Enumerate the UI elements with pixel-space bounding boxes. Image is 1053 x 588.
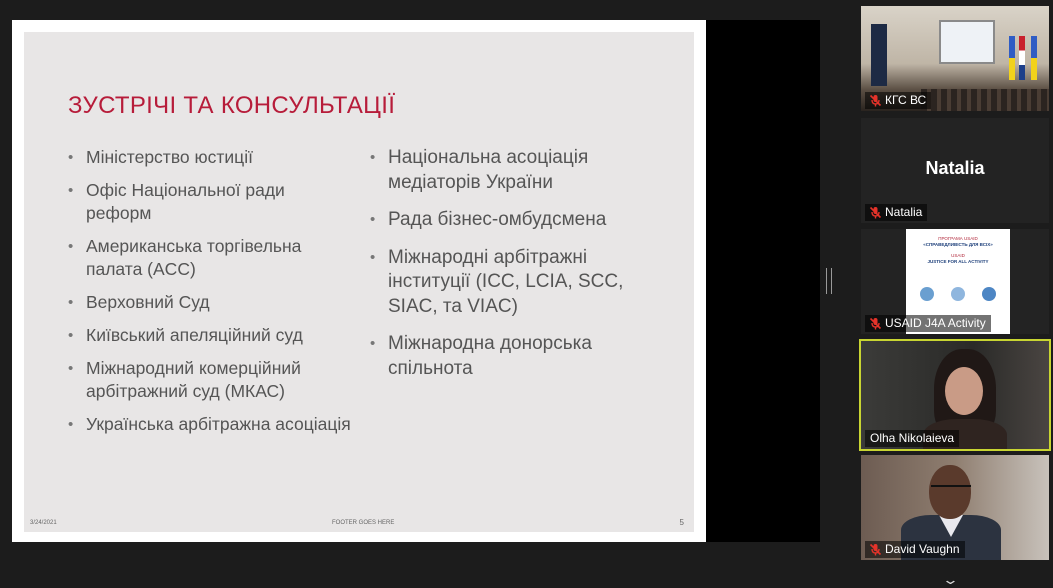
participant-name-tag: David Vaughn	[865, 541, 965, 558]
list-item: • Верховний Суд	[68, 292, 210, 312]
participants-strip	[858, 0, 1053, 585]
list-item: • Американська торгівельна палата (ACC)	[68, 236, 302, 279]
list-item: • Міжнародна донорська спільнота	[370, 333, 592, 379]
bullet-icon: •	[370, 335, 376, 352]
bullet-icon: •	[370, 211, 376, 228]
video-tile-natalia[interactable]	[861, 118, 1049, 223]
slide-footer-date: 3/24/2021	[30, 520, 57, 526]
list-item: • Міністерство юстиції	[68, 147, 253, 167]
people-icon	[951, 287, 965, 301]
video-tile-kgs-vs[interactable]	[861, 6, 1049, 111]
bullet-icon: •	[68, 238, 74, 255]
microphone-muted-icon	[869, 206, 882, 219]
microphone-muted-icon	[869, 543, 882, 556]
video-tile-usaid[interactable]	[861, 229, 1049, 334]
participant-name-tag: USAID J4A Activity	[865, 315, 991, 332]
participant-name-tag: Olha Nikolaieva	[865, 430, 959, 447]
usaid-logo: ПРОГРАМА USAID «СПРАВЕДЛИВІСТЬ ДЛЯ ВСІХ» USAID JUSTICE FOR ALL ACTIVITY	[906, 229, 1010, 334]
bullet-icon: •	[68, 360, 74, 377]
bullet-icon: •	[68, 416, 74, 433]
screen-share-margin	[706, 20, 820, 542]
bullet-icon: •	[68, 294, 74, 311]
microphone-muted-icon	[869, 94, 882, 107]
globe-icon	[982, 287, 996, 301]
video-tile-olha-nikolaieva[interactable]	[859, 339, 1051, 451]
panel-resize-handle[interactable]	[826, 268, 832, 294]
slide	[24, 32, 694, 532]
participant-display-name: Natalia	[925, 158, 985, 178]
slide-left-list	[68, 146, 353, 446]
bullet-icon: •	[68, 149, 74, 166]
list-item: • Рада бізнес-омбудсмена	[370, 208, 660, 233]
bullet-icon: •	[68, 327, 74, 344]
slide-page-number: 5	[679, 518, 684, 527]
chevron-down-icon[interactable]: ⌄	[941, 572, 960, 587]
microphone-muted-icon	[869, 317, 882, 330]
list-item: • Національна асоціація медіаторів України	[370, 147, 589, 193]
list-item: • Українська арбітражна асоціація	[68, 414, 351, 434]
slide-title: ЗУСТРІЧІ ТА КОНСУЛЬТАЦІЇ	[68, 92, 396, 119]
justice-icon	[920, 287, 934, 301]
participant-name-tag: КГС ВС	[865, 92, 931, 109]
shared-screen	[12, 20, 706, 542]
slide-right-list	[370, 146, 660, 394]
list-item: • Міжнародні арбітражні інституції (ICC, LCIA, SCC, SIAC, та VIAC)	[370, 246, 624, 317]
participant-name-tag: Natalia	[865, 204, 927, 221]
video-tile-david-vaughn[interactable]	[861, 455, 1049, 560]
list-item: • Міжнародний комерційний арбітражний суд (МКАС)	[68, 358, 301, 401]
list-item: • Офіс Національної ради реформ	[68, 180, 285, 223]
bullet-icon: •	[68, 182, 74, 199]
projector-screen	[939, 20, 995, 64]
list-item: • Київський апеляційний суд	[68, 325, 303, 345]
bullet-icon: •	[370, 248, 376, 266]
bullet-icon: •	[370, 149, 376, 166]
slide-footer-text: FOOTER GOES HERE	[332, 520, 395, 526]
